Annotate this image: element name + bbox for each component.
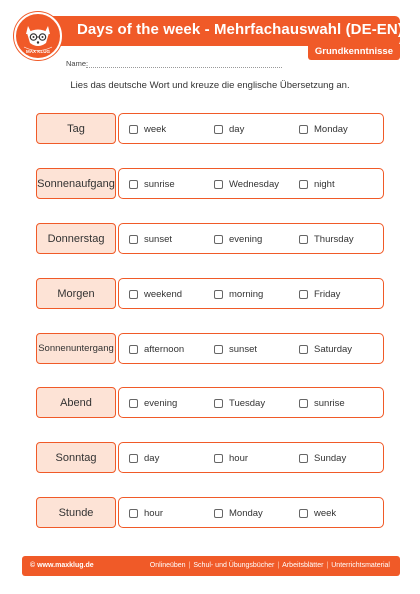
answer-option[interactable] <box>129 233 172 245</box>
option-label: Wednesday <box>229 178 279 190</box>
answer-option[interactable] <box>299 452 346 464</box>
level-badge: Grundkenntnisse <box>308 44 400 60</box>
german-word: Sonnenaufgang <box>36 168 116 199</box>
answer-option[interactable] <box>299 397 345 409</box>
footer-link-arbeitsblaetter[interactable]: Arbeitsblätter <box>282 562 324 569</box>
footer-bar <box>22 556 400 576</box>
option-label: sunset <box>144 233 172 245</box>
checkbox[interactable] <box>214 290 223 299</box>
option-label: week <box>144 123 167 135</box>
option-label: sunrise <box>144 178 175 190</box>
option-label: Monday <box>314 123 348 135</box>
german-word: Stunde <box>36 497 116 528</box>
option-label: Thursday <box>314 233 354 245</box>
checkbox[interactable] <box>214 509 223 518</box>
options-box <box>118 387 384 418</box>
option-label: Sunday <box>314 452 347 464</box>
answer-option[interactable] <box>299 288 340 300</box>
answer-option[interactable] <box>214 452 248 464</box>
answer-option[interactable] <box>214 343 257 355</box>
option-label: Friday <box>314 288 341 300</box>
checkbox[interactable] <box>129 454 138 463</box>
footer-link-buecher[interactable]: Schul- und Übungsbücher <box>193 562 275 569</box>
option-label: sunset <box>229 343 257 355</box>
option-label: hour <box>229 452 249 464</box>
option-label: Saturday <box>314 343 353 355</box>
checkbox[interactable] <box>299 235 308 244</box>
answer-option[interactable] <box>299 343 352 355</box>
option-label: afternoon <box>144 343 185 355</box>
copyright-text[interactable]: © www.maxklug.de <box>30 562 94 569</box>
name-field[interactable] <box>86 67 282 68</box>
logo-text: MAX KLUG <box>26 49 50 54</box>
question-row <box>36 387 384 418</box>
answer-option[interactable] <box>214 288 263 300</box>
option-label: day <box>229 123 245 135</box>
option-label: weekend <box>144 288 183 300</box>
answer-option[interactable] <box>214 178 279 190</box>
option-label: Tuesday <box>229 397 266 409</box>
question-row <box>36 278 384 309</box>
checkbox[interactable] <box>299 509 308 518</box>
header-bar <box>22 16 403 46</box>
question-row <box>36 168 384 199</box>
checkbox[interactable] <box>129 125 138 134</box>
option-label: morning <box>229 288 264 300</box>
checkbox[interactable] <box>214 235 223 244</box>
instruction-text: Lies das deutsche Wort und kreuze die englische Übersetzung an. <box>70 80 350 91</box>
answer-option[interactable] <box>299 123 348 135</box>
footer-links: Onlineüben | Schul- und Übungsbücher | Arbeitsblätter | Unterrichtsmaterial <box>149 562 390 569</box>
checkbox[interactable] <box>214 345 223 354</box>
checkbox[interactable] <box>299 399 308 408</box>
footer-link-unterrichtsmaterial[interactable]: Unterrichtsmaterial <box>331 562 390 569</box>
options-box <box>118 333 384 364</box>
answer-option[interactable] <box>129 452 159 464</box>
answer-option[interactable] <box>129 507 163 519</box>
german-word: Sonntag <box>36 442 116 473</box>
question-row <box>36 223 384 254</box>
options-box <box>118 168 384 199</box>
answer-option[interactable] <box>129 397 177 409</box>
question-row <box>36 333 384 364</box>
answer-option[interactable] <box>299 178 335 190</box>
checkbox[interactable] <box>214 399 223 408</box>
checkbox[interactable] <box>299 290 308 299</box>
answer-option[interactable] <box>214 123 244 135</box>
checkbox[interactable] <box>129 290 138 299</box>
checkbox[interactable] <box>299 180 308 189</box>
answer-option[interactable] <box>299 507 336 519</box>
name-label: Name: <box>66 59 89 68</box>
page-title: Days of the week - Mehrfachauswahl (DE-EN) <box>77 21 403 38</box>
options-box <box>118 113 384 144</box>
checkbox[interactable] <box>214 180 223 189</box>
checkbox[interactable] <box>129 509 138 518</box>
german-word: Morgen <box>36 278 116 309</box>
checkbox[interactable] <box>129 345 138 354</box>
maxklug-logo <box>14 12 62 60</box>
checkbox[interactable] <box>129 235 138 244</box>
checkbox[interactable] <box>214 125 223 134</box>
option-label: hour <box>144 507 164 519</box>
question-row <box>36 497 384 528</box>
answer-option[interactable] <box>299 233 354 245</box>
options-box <box>118 497 384 528</box>
option-label: day <box>144 452 160 464</box>
question-row <box>36 442 384 473</box>
option-label: night <box>314 178 335 190</box>
german-word: Donnerstag <box>36 223 116 254</box>
checkbox[interactable] <box>299 345 308 354</box>
footer-link-onlineueben[interactable]: Onlineüben <box>149 562 186 569</box>
checkbox[interactable] <box>129 180 138 189</box>
option-label: evening <box>229 233 263 245</box>
checkbox[interactable] <box>299 454 308 463</box>
answer-option[interactable] <box>129 288 182 300</box>
answer-option[interactable] <box>129 123 166 135</box>
option-label: sunrise <box>314 397 345 409</box>
option-label: week <box>314 507 337 519</box>
option-label: Monday <box>229 507 263 519</box>
answer-option[interactable] <box>214 233 262 245</box>
answer-option[interactable] <box>129 178 175 190</box>
fox-icon <box>16 14 60 58</box>
answer-option[interactable] <box>214 397 265 409</box>
checkbox[interactable] <box>214 454 223 463</box>
checkbox[interactable] <box>129 399 138 408</box>
german-word: Sonnenuntergang <box>36 333 116 364</box>
options-box <box>118 278 384 309</box>
german-word: Tag <box>36 113 116 144</box>
checkbox[interactable] <box>299 125 308 134</box>
german-word: Abend <box>36 387 116 418</box>
question-row <box>36 113 384 144</box>
options-box <box>118 223 384 254</box>
answer-option[interactable] <box>129 343 184 355</box>
answer-option[interactable] <box>214 507 263 519</box>
option-label: evening <box>144 397 178 409</box>
options-box <box>118 442 384 473</box>
